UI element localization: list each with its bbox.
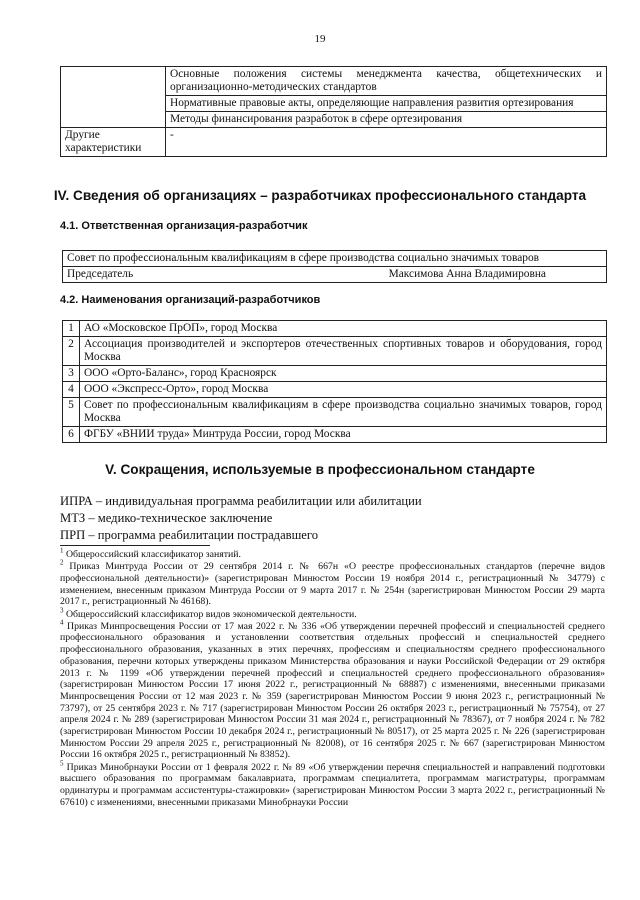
footnote-text: Приказ Минтруда России от 29 сентября 2014 г. № 667н «О реестре профессиональных стандартов (перечне видов профессиональной деятельности)» (зарегистрирован Минюстом России 19 ноября 2014 г., регистрационный № 34779) с изменением, внесенным приказом Минтруда России от 9 марта 2017 г. № 254н (зарегистрирован Минюстом России 29 марта 2017 г., регистрационный № 46168). bbox=[60, 561, 605, 608]
position-label: Председатель bbox=[67, 268, 134, 280]
row-number: 3 bbox=[63, 366, 80, 382]
abbreviation-item: ИПРА – индивидуальная программа реабилитации или абилитации bbox=[60, 494, 422, 508]
developer-name: Ассоциация производителей и экспортеров отечественных спортивных товаров и оборудования, город Москва bbox=[80, 337, 607, 366]
developer-name: АО «Московское ПрОП», город Москва bbox=[80, 321, 607, 337]
developer-name: ООО «Орто-Баланс», город Красноярск bbox=[80, 366, 607, 382]
footnote-mark: 5 bbox=[60, 759, 64, 768]
table-row bbox=[63, 427, 607, 443]
row-number: 2 bbox=[63, 337, 80, 366]
responsible-org-name: Совет по профессиональным квалификациям в сфере производства социально значимых товаров bbox=[63, 251, 607, 267]
footnote-text: Общероссийский классификатор занятий. bbox=[63, 549, 241, 560]
table-row bbox=[63, 267, 607, 283]
person-name: Максимова Анна Владимировна bbox=[388, 268, 546, 280]
table-row bbox=[63, 398, 607, 427]
knowledge-table bbox=[60, 66, 607, 157]
table-cell-empty bbox=[61, 67, 166, 128]
abbreviation-item: ПРП – программа реабилитации пострадавшего bbox=[60, 528, 319, 542]
table-row bbox=[61, 128, 607, 157]
subsection-4-1-title: 4.1. Ответственная организация-разработчик bbox=[60, 220, 308, 232]
row-number: 6 bbox=[63, 427, 80, 443]
footnote-mark: 3 bbox=[60, 606, 64, 615]
table-cell: - bbox=[166, 128, 607, 157]
footnote-text: Приказ Минпросвещения России от 17 мая 2022 г. № 336 «Об утверждении перечней профессий и специальностей среднего профессионального образования и установлении соответствия отдельных профессий и специальностей среднего профессионального образования, указанных в этих перечнях, профессиям и специальностям среднего профессионального образования, перечни которых утверждены приказом Министерства образования и науки Российской Федерации от 29 октября 2013 г. № 1199 «Об утверждении перечней профессий и специальностей среднего профессионального образования» (зарегистрирован Минюстом России 17 июня 2022 г., регистрационный № 68887) с изменениями, внесенными приказами Минпросвещения России от 12 мая 2023 г. № 359 (зарегистрирован Минюстом России 9 июня 2023 г., регистрационный № 73797), от 25 сентября 2023 г. № 717 (зарегистрирован Минюстом России 26 октября 2023 г., регистрационный № 75754), от 27 апреля 2024 г. № 289 (зарегистрирован Минюстом России 31 мая 2024 г., регистрационный № 78367), от 7 ноября 2024 г. № 782 (зарегистрирован Минюстом России 10 декабря 2024 г., регистрационный № 80517), от 25 марта 2025 г. № 226 (зарегистрирован Минюстом России 29 апреля 2025 г., регистрационный № 82008), от 16 сентября 2025 г. № 667 (зарегистрирован Минюстом России 16 октября 2025 г., регистрационный № 83852). bbox=[60, 620, 605, 761]
footnote-divider bbox=[60, 545, 210, 546]
table-row bbox=[63, 366, 607, 382]
section-5-title: V. Сокращения, используемые в профессиональном стандарте bbox=[105, 462, 535, 477]
table-cell: Методы финансирования разработок в сфере ортезирования bbox=[166, 112, 607, 128]
table-row bbox=[61, 67, 607, 96]
footnote bbox=[60, 606, 605, 621]
developer-name: Совет по профессиональным квалификациям в сфере производства социально значимых товаров, город Москва bbox=[80, 398, 607, 427]
footnote-mark: 2 bbox=[60, 558, 64, 567]
footnote-text: Приказ Минобрнауки России от 1 февраля 2022 г. № 89 «Об утверждении перечня специальностей и направлений подготовки высшего образования по программам бакалавриата, программам специалитета, программам магистратуры, программам ординатуры и программам ассистентуры-стажировки» (зарегистрирован Минюстом России 3 марта 2022 г., регистрационный № 67610) с изменениями, внесенными приказами Минобрнауки России bbox=[60, 761, 605, 808]
footnotes bbox=[60, 546, 605, 809]
table-row bbox=[63, 382, 607, 398]
row-number: 5 bbox=[63, 398, 80, 427]
developer-name: ООО «Экспресс-Орто», город Москва bbox=[80, 382, 607, 398]
table-row bbox=[63, 337, 607, 366]
table-cell: Основные положения системы менеджмента качества, общетехнических и организационно-методических стандартов bbox=[166, 67, 607, 96]
page-number: 19 bbox=[314, 33, 326, 45]
responsible-person-cell bbox=[63, 267, 607, 283]
developers-table bbox=[62, 320, 607, 443]
section-4-title: IV. Сведения об организациях – разработчиках профессионального стандарта bbox=[53, 188, 587, 203]
table-row bbox=[63, 251, 607, 267]
table-cell-label: Другие характеристики bbox=[61, 128, 166, 157]
footnote bbox=[60, 546, 605, 561]
footnote bbox=[60, 558, 605, 608]
footnote bbox=[60, 759, 605, 809]
developer-name: ФГБУ «ВНИИ труда» Минтруда России, город Москва bbox=[80, 427, 607, 443]
row-number: 4 bbox=[63, 382, 80, 398]
footnote bbox=[60, 618, 605, 761]
subsection-4-2-title: 4.2. Наименования организаций-разработчиков bbox=[60, 294, 321, 306]
abbreviation-item: МТЗ – медико-техническое заключение bbox=[60, 511, 273, 525]
row-number: 1 bbox=[63, 321, 80, 337]
footnote-mark: 4 bbox=[60, 618, 64, 627]
footnote-mark: 1 bbox=[60, 546, 64, 555]
table-cell: Нормативные правовые акты, определяющие направления развития ортезирования bbox=[166, 96, 607, 112]
table-row bbox=[63, 321, 607, 337]
footnote-text: Общероссийский классификатор видов экономической деятельности. bbox=[63, 608, 357, 620]
responsible-org-table bbox=[62, 250, 607, 283]
